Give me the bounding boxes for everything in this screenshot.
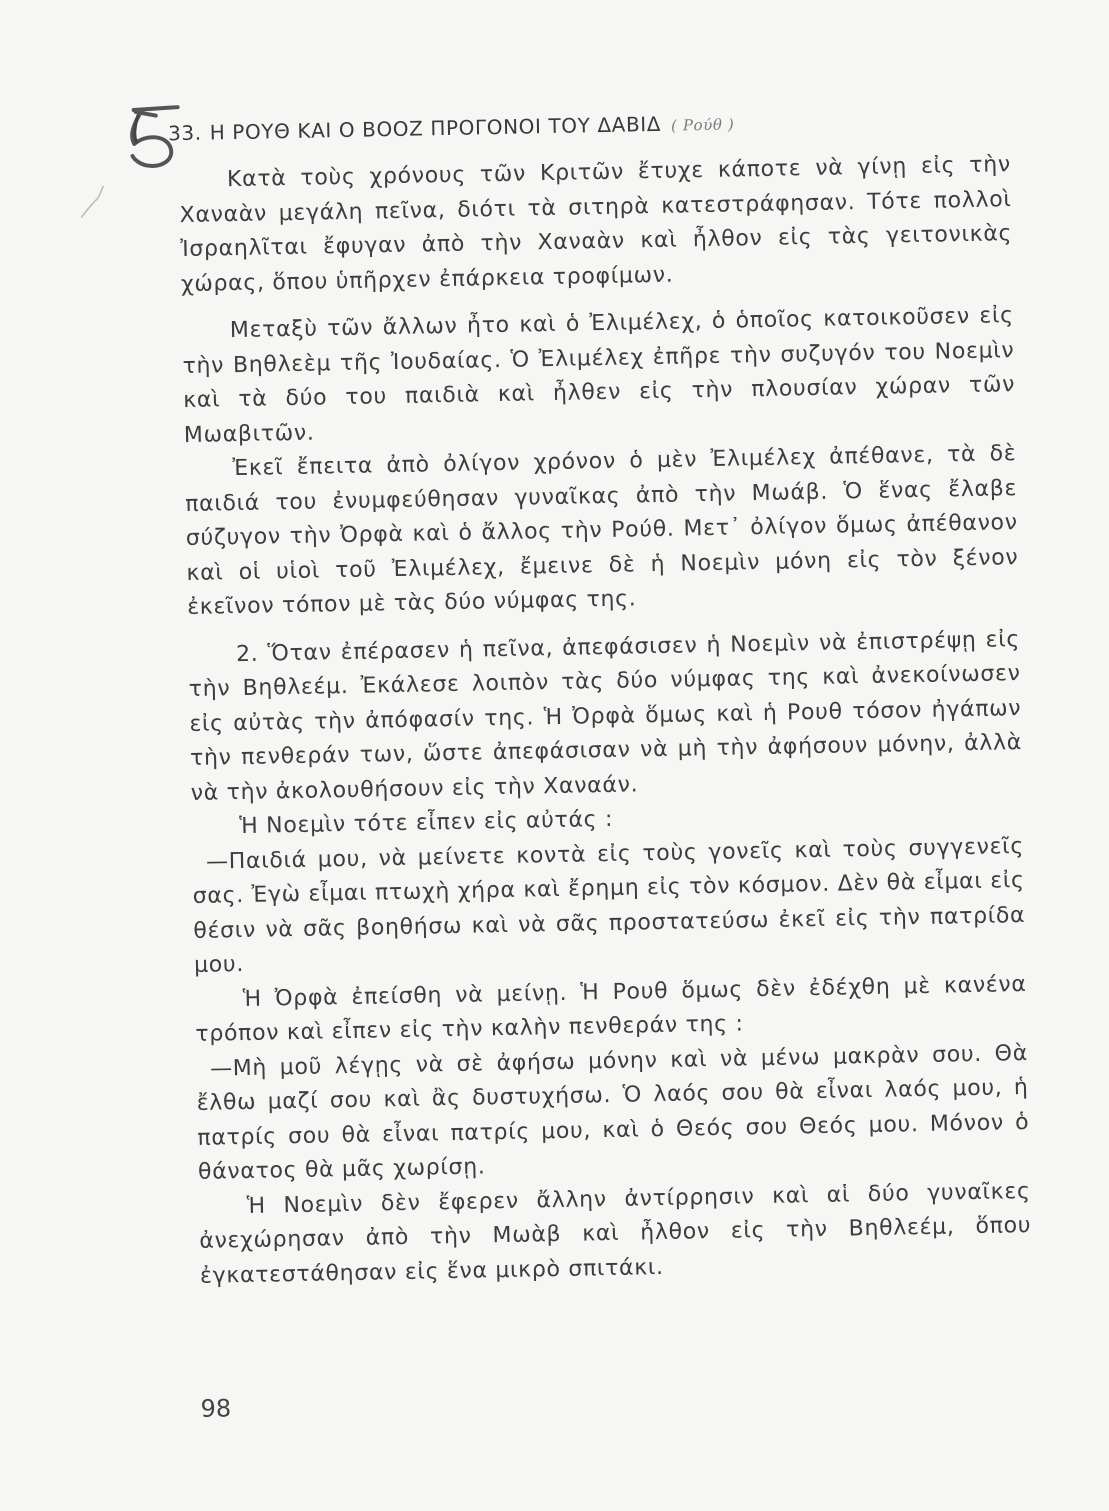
paragraph-8: —Μὴ μοῦ λέγῃς νὰ σὲ ἀφήσω μόνην καὶ νὰ μένω μακρὰν σου. Θὰ ἔλθω μαζί σου καὶ ἂς δυστυχήσω. Ὁ λαός σου θὰ εἶναι λαός μου, ἡ πατρίς σου θὰ εἶναι πατρίς μου, καὶ ὁ Θεός σου Θεός μου. Μόνον ὁ θάνατος θὰ μᾶς χωρίσῃ. xyxy=(196,1040,1030,1185)
tick-icon xyxy=(79,185,106,219)
page-number: 98 xyxy=(200,1394,232,1423)
paragraph-1: Κατὰ τοὺς χρόνους τῶν Κριτῶν ἔτυχε κάποτε νὰ γίνῃ εἰς τὴν Χαναὰν μεγάλη πεῖνα, διότι τὰ σιτηρὰ κατεστράφησαν. Τότε πολλοὶ Ἰσραηλῖται ἔφυγαν ἀπὸ τὴν Χαναὰν καὶ ἦλθον εἰς τὰς γειτονικὰς χώρας, ὅπου ὑπῆρχεν ἐπάρκεια τροφίμων. xyxy=(179,152,1013,297)
paragraph-6: —Παιδιά μου, νὰ μείνετε κοντὰ εἰς τοὺς γονεῖς καὶ τοὺς συγγενεῖς σας. Ἐγὼ εἶμαι πτωχὴ χήρα καὶ ἔρημη εἰς τὸν κόσμον. Δὲν θὰ εἶμαι εἰς θέσιν νὰ σᾶς βοηθήσω καὶ νὰ σᾶς προστατεύσω ἐκεῖ εἰς τὴν πατρίδα μου. xyxy=(192,833,1026,978)
paragraph-2: Μεταξὺ τῶν ἄλλων ἦτο καὶ ὁ Ἐλιμέλεχ, ὁ ὁποῖος κατοικοῦσεν εἰς τὴν Βηθλεὲμ τῆς Ἰουδαίας. Ὁ Ἐλιμέλεχ ἐπῆρε τὴν συζυγόν του Νοεμὶν καὶ τὰ δύο του παιδιὰ καὶ ἦλθεν εἰς τὴν πλουσίαν χώραν τῶν Μωαβιτῶν. xyxy=(182,303,1016,448)
chapter-subtitle: ( Ρούθ ) xyxy=(670,115,735,135)
chapter-title: Η ΡΟΥΘ ΚΑΙ Ο ΒΟΟΖ ΠΡΟΓΟΝΟΙ ΤΟΥ ΔΑΒΙΔ xyxy=(209,111,662,145)
paragraph-9: Ἡ Νοεμὶν δὲν ἔφερεν ἄλλην ἀντίρρησιν καὶ αἱ δύο γυναῖκες ἀνεχώρησαν ἀπὸ τὴν Μωὰβ καὶ ἦλθον εἰς τὴν Βηθλεέμ, ὅπου ἐγκατεστάθησαν εἰς ἕνα μικρὸ σπιτάκι. xyxy=(199,1178,1032,1289)
chapter-number: 33. xyxy=(167,120,202,146)
paragraph-3: Ἐκεῖ ἔπειτα ἀπὸ ὀλίγον χρόνον ὁ μὲν Ἐλιμέλεχ ἀπέθανε, τὰ δὲ παιδιά του ἐνυμφεύθησαν γυναῖκας ἀπὸ τὴν Μωάβ. Ὁ ἕνας ἔλαβε σύζυγον τὴν Ὀρφὰ καὶ ὁ ἄλλος τὴν Ρούθ. Μετ᾽ ὀλίγον ὅμως ἀπέθανον καὶ οἱ υἱοὶ τοῦ Ἐλιμέλεχ, ἔμεινε δὲ ἡ Νοεμὶν μόνη εἰς τὸν ξένον ἐκεῖνον τόπον μὲ τὰς δύο νύμφας της. xyxy=(184,441,1019,621)
paragraph-7: Ἡ Ὀρφὰ ἐπείσθη νὰ μείνῃ. Ἡ Ρουθ ὅμως δὲν ἐδέχθη μὲ κανένα τρόπον καὶ εἶπεν εἰς τὴν καλὴν πενθεράν της : xyxy=(195,971,1027,1047)
chapter-heading xyxy=(168,108,868,145)
paragraph-5: Ἡ Νοεμὶν τότε εἶπεν εἰς αὐτάς : xyxy=(239,806,614,840)
paragraph-4: 2. Ὅταν ἐπέρασεν ἡ πεῖνα, ἀπεφάσισεν ἡ Νοεμὶν νὰ ἐπιστρέψῃ εἰς τὴν Βηθλεέμ. Ἐκάλεσε λοιπὸν τὰς δύο νύμφας της καὶ ἀνεκοίνωσεν εἰς αὐτὰς τὴν ἀπόφασίν της. Ἡ Ὀρφὰ ὅμως καὶ ἡ Ρουθ τόσον ἠγάπων τὴν πενθεράν των, ὥστε ἀπεφάσισαν νὰ μὴ τὴν ἀφήσουν μόνην, ἀλλὰ νὰ τὴν ἀκολουθήσουν εἰς τὴν Χαναάν. xyxy=(188,626,1023,806)
chapter-body xyxy=(179,148,1033,1294)
pencil-tick-mark xyxy=(79,185,106,219)
